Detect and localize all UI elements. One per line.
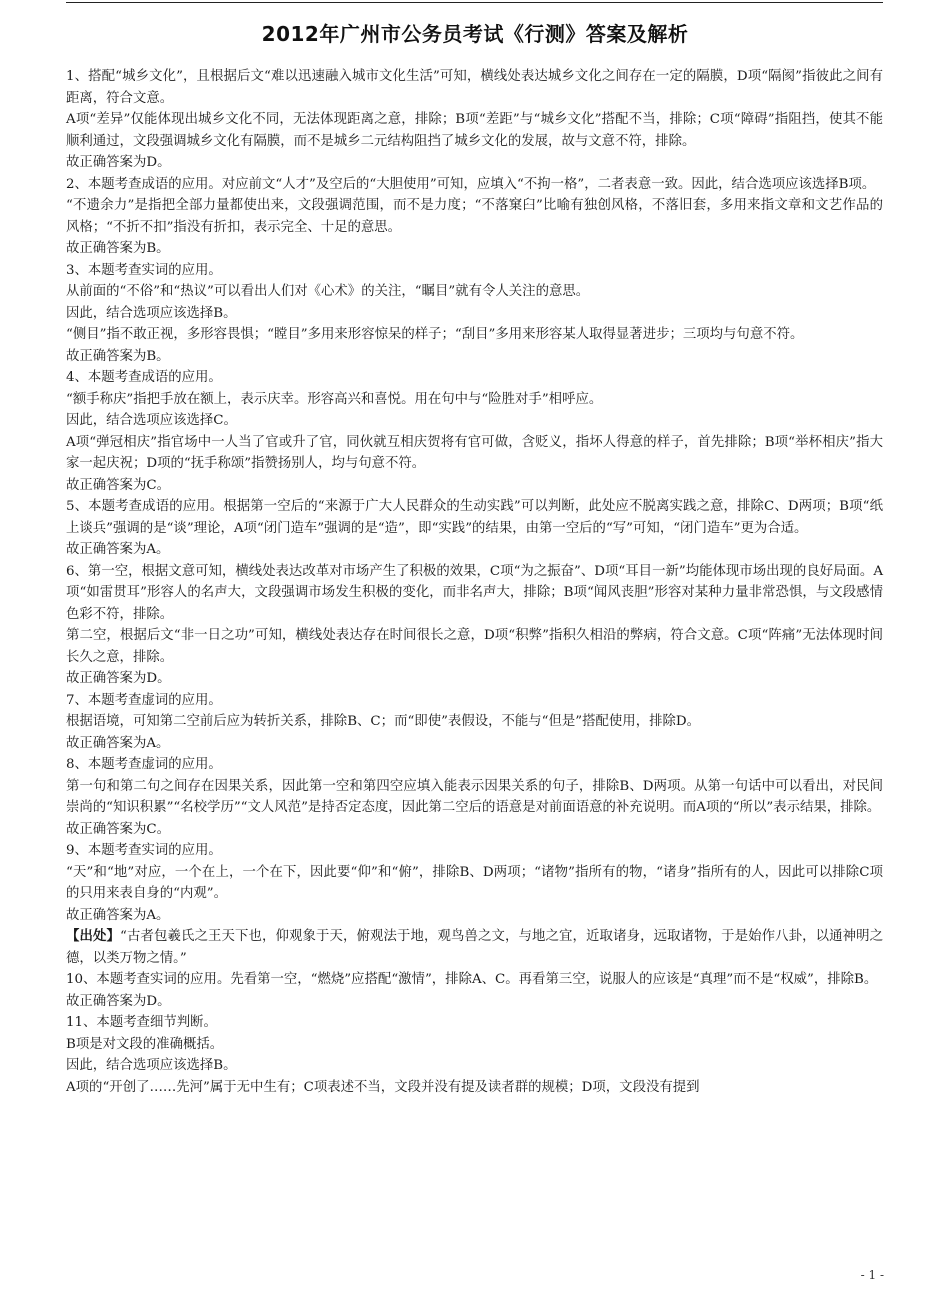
paragraph-q3-intro: 3、本题考查实词的应用。 [66, 262, 222, 278]
paragraph-q2-intro: 2、本题考查成语的应用。对应前文“人才”及空后的“大胆使用”可知，应填入“不拘一格”，二者表意一致。因此，结合选项应该选择B项。 [66, 176, 876, 192]
paragraph-q8-answer: 故正确答案为C。 [66, 821, 170, 837]
paragraph-q7-intro: 7、本题考查虚词的应用。 [66, 692, 222, 708]
paragraph-q9-intro: 9、本题考查实词的应用。 [66, 843, 222, 858]
paragraph-q1-intro: 1、搭配“城乡文化”，且根据后文“难以迅速融入城市文化生活”可知，横线处表达城乡文化之间存在一定的隔膜，D项“隔阂”指彼此之间有距离，符合文意。 [66, 69, 883, 106]
paragraph-q6-answer: 故正确答案为D。 [66, 671, 171, 686]
paragraph-q4-options: A项“弹冠相庆”指官场中一人当了官或升了官，同伙就互相庆贺将有官可做，含贬义，指坏人得意的样子，首先排除；B项“举杯相庆”指大家一起庆祝；D项的“抚手称颂”指赞扬别人，均与句意不符。 [66, 434, 883, 471]
paragraph-q10-analysis: 10、本题考查实词的应用。先看第一空，“燃烧”应搭配“激情”，排除A、C。再看第三空，说服人的应该是“真理”而不是“权威”，排除B。 [66, 972, 878, 987]
page-number: - 1 - [860, 1268, 884, 1282]
paragraph-q4-analysis: “额手称庆”指把手放在额上，表示庆幸。形容高兴和喜悦。用在句中与“险胜对手”相呼应。 [66, 391, 603, 407]
paragraph-q2-answer: 故正确答案为B。 [66, 241, 170, 256]
paragraph-q4-answer: 故正确答案为C。 [66, 477, 170, 493]
paragraph-q4-choice: 因此，结合选项应该选择C。 [66, 413, 237, 428]
paragraph-q3-choice: 因此，结合选项应该选择B。 [66, 305, 237, 321]
paragraph-q7-answer: 故正确答案为A。 [66, 735, 170, 751]
paragraph-q3-answer: 故正确答案为B。 [66, 348, 170, 364]
answer-body [66, 66, 883, 1098]
paragraph-q6-first-blank: 6、第一空，根据文意可知，横线处表达改革对市场产生了积极的效果，C项“为之振奋”、D项“耳目一新”均能体现市场出现的良好局面。A项“如雷贯耳”形容人的名声大，文段强调市场发生积极的变化，而非名声大，排除；B项“闻风丧胆”形容对某种力量非常恐惧，与文段感情色彩不符，排除。 [66, 563, 883, 622]
paragraph-q9-analysis: “天”和“地”对应，一个在上，一个在下，因此要“仰”和“俯”，排除B、D两项；“诸物”指所有的物，“诸身”指所有的人，因此可以排除C项的只用来表自身的“内观”。 [66, 864, 883, 901]
paragraph-q2-options: “不遗余力”是指把全部力量都使出来，文段强调范围，而不是力度；“不落窠臼”比喻有独创风格，不落旧套，多用来指文章和文艺作品的风格；“不折不扣”指没有折扣，表示完全、十足的意思。 [66, 198, 883, 235]
top-rule [66, 2, 883, 3]
paragraph-q11-options: A项的“开创了……先河”属于无中生有；C项表述不当，文段并没有提及读者群的规模；D项，文段没有提到 [66, 1079, 700, 1095]
paragraph-q3-analysis: 从前面的“不俗”和“热议”可以看出人们对《心术》的关注，“瞩目”就有令人关注的意思。 [66, 284, 590, 299]
paragraph-q11-intro: 11、本题考查细节判断。 [66, 1015, 217, 1030]
paragraph-q7-analysis: 根据语境，可知第二空前后应为转折关系，排除B、C；而“即使”表假设，不能与“但是”搭配使用，排除D。 [66, 714, 700, 729]
paragraph-q9-source [66, 926, 883, 969]
paragraph-q5-answer: 故正确答案为A。 [66, 542, 170, 557]
paragraph-q4-intro: 4、本题考查成语的应用。 [66, 370, 222, 385]
source-tag: 【出处】 [66, 928, 121, 944]
paragraph-q8-intro: 8、本题考查虚词的应用。 [66, 757, 222, 772]
paragraph-q5-analysis: 5、本题考查成语的应用。根据第一空后的“来源于广大人民群众的生动实践”可以判断，此处应不脱离实践之意，排除C、D两项；B项“纸上谈兵”强调的是“谈”理论，A项“闭门造车”强调的是“造”，即“实践”的结果，由第一空后的“写”可知，“闭门造车”更为合适。 [66, 499, 883, 536]
paragraph-q1-options: A项“差异”仅能体现出城乡文化不同，无法体现距离之意，排除；B项“差距”与“城乡文化”搭配不当，排除；C项“障碍”指阻挡，使其不能顺利通过，文段强调城乡文化有隔膜，而不是城乡二元结构阻挡了城乡文化的发展，故与文意不符，排除。 [66, 112, 883, 149]
source-quote: “古者包羲氏之王天下也，仰观象于天，俯观法于地，观鸟兽之文，与地之宜，近取诸身，远取诸物，于是始作八卦，以通神明之德，以类万物之情。” [66, 929, 884, 966]
page-title: 2012年广州市公务员考试《行测》答案及解析 [261, 22, 689, 46]
paragraph-q6-second-blank: 第二空，根据后文“非一日之功”可知，横线处表达存在时间很长之意，D项“积弊”指积久相沿的弊病，符合文意。C项“阵痛”无法体现时间长久之意，排除。 [66, 628, 883, 665]
paragraph-q9-answer: 故正确答案为A。 [66, 907, 170, 923]
paragraph-q10-answer: 故正确答案为D。 [66, 993, 171, 1009]
paragraph-q3-options: “侧目”指不敢正视，多形容畏惧；“瞠目”多用来形容惊呆的样子；“刮目”多用来形容某人取得显著进步；三项均与句意不符。 [66, 327, 804, 342]
paragraph-q11-analysis: B项是对文段的准确概括。 [66, 1036, 224, 1052]
paragraph-q1-answer: 故正确答案为D。 [66, 155, 171, 170]
paragraph-q11-choice: 因此，结合选项应该选择B。 [66, 1058, 237, 1073]
paragraph-q8-analysis: 第一句和第二句之间存在因果关系，因此第一空和第四空应填入能表示因果关系的句子，排除B、D两项。从第一句话中可以看出，对民间崇尚的“知识积累”“名校学历”“文人风范”是持否定态度，因此第二空后的语意是对前面语意的补充说明。而A项的“所以”表示结果，排除。 [66, 778, 883, 815]
